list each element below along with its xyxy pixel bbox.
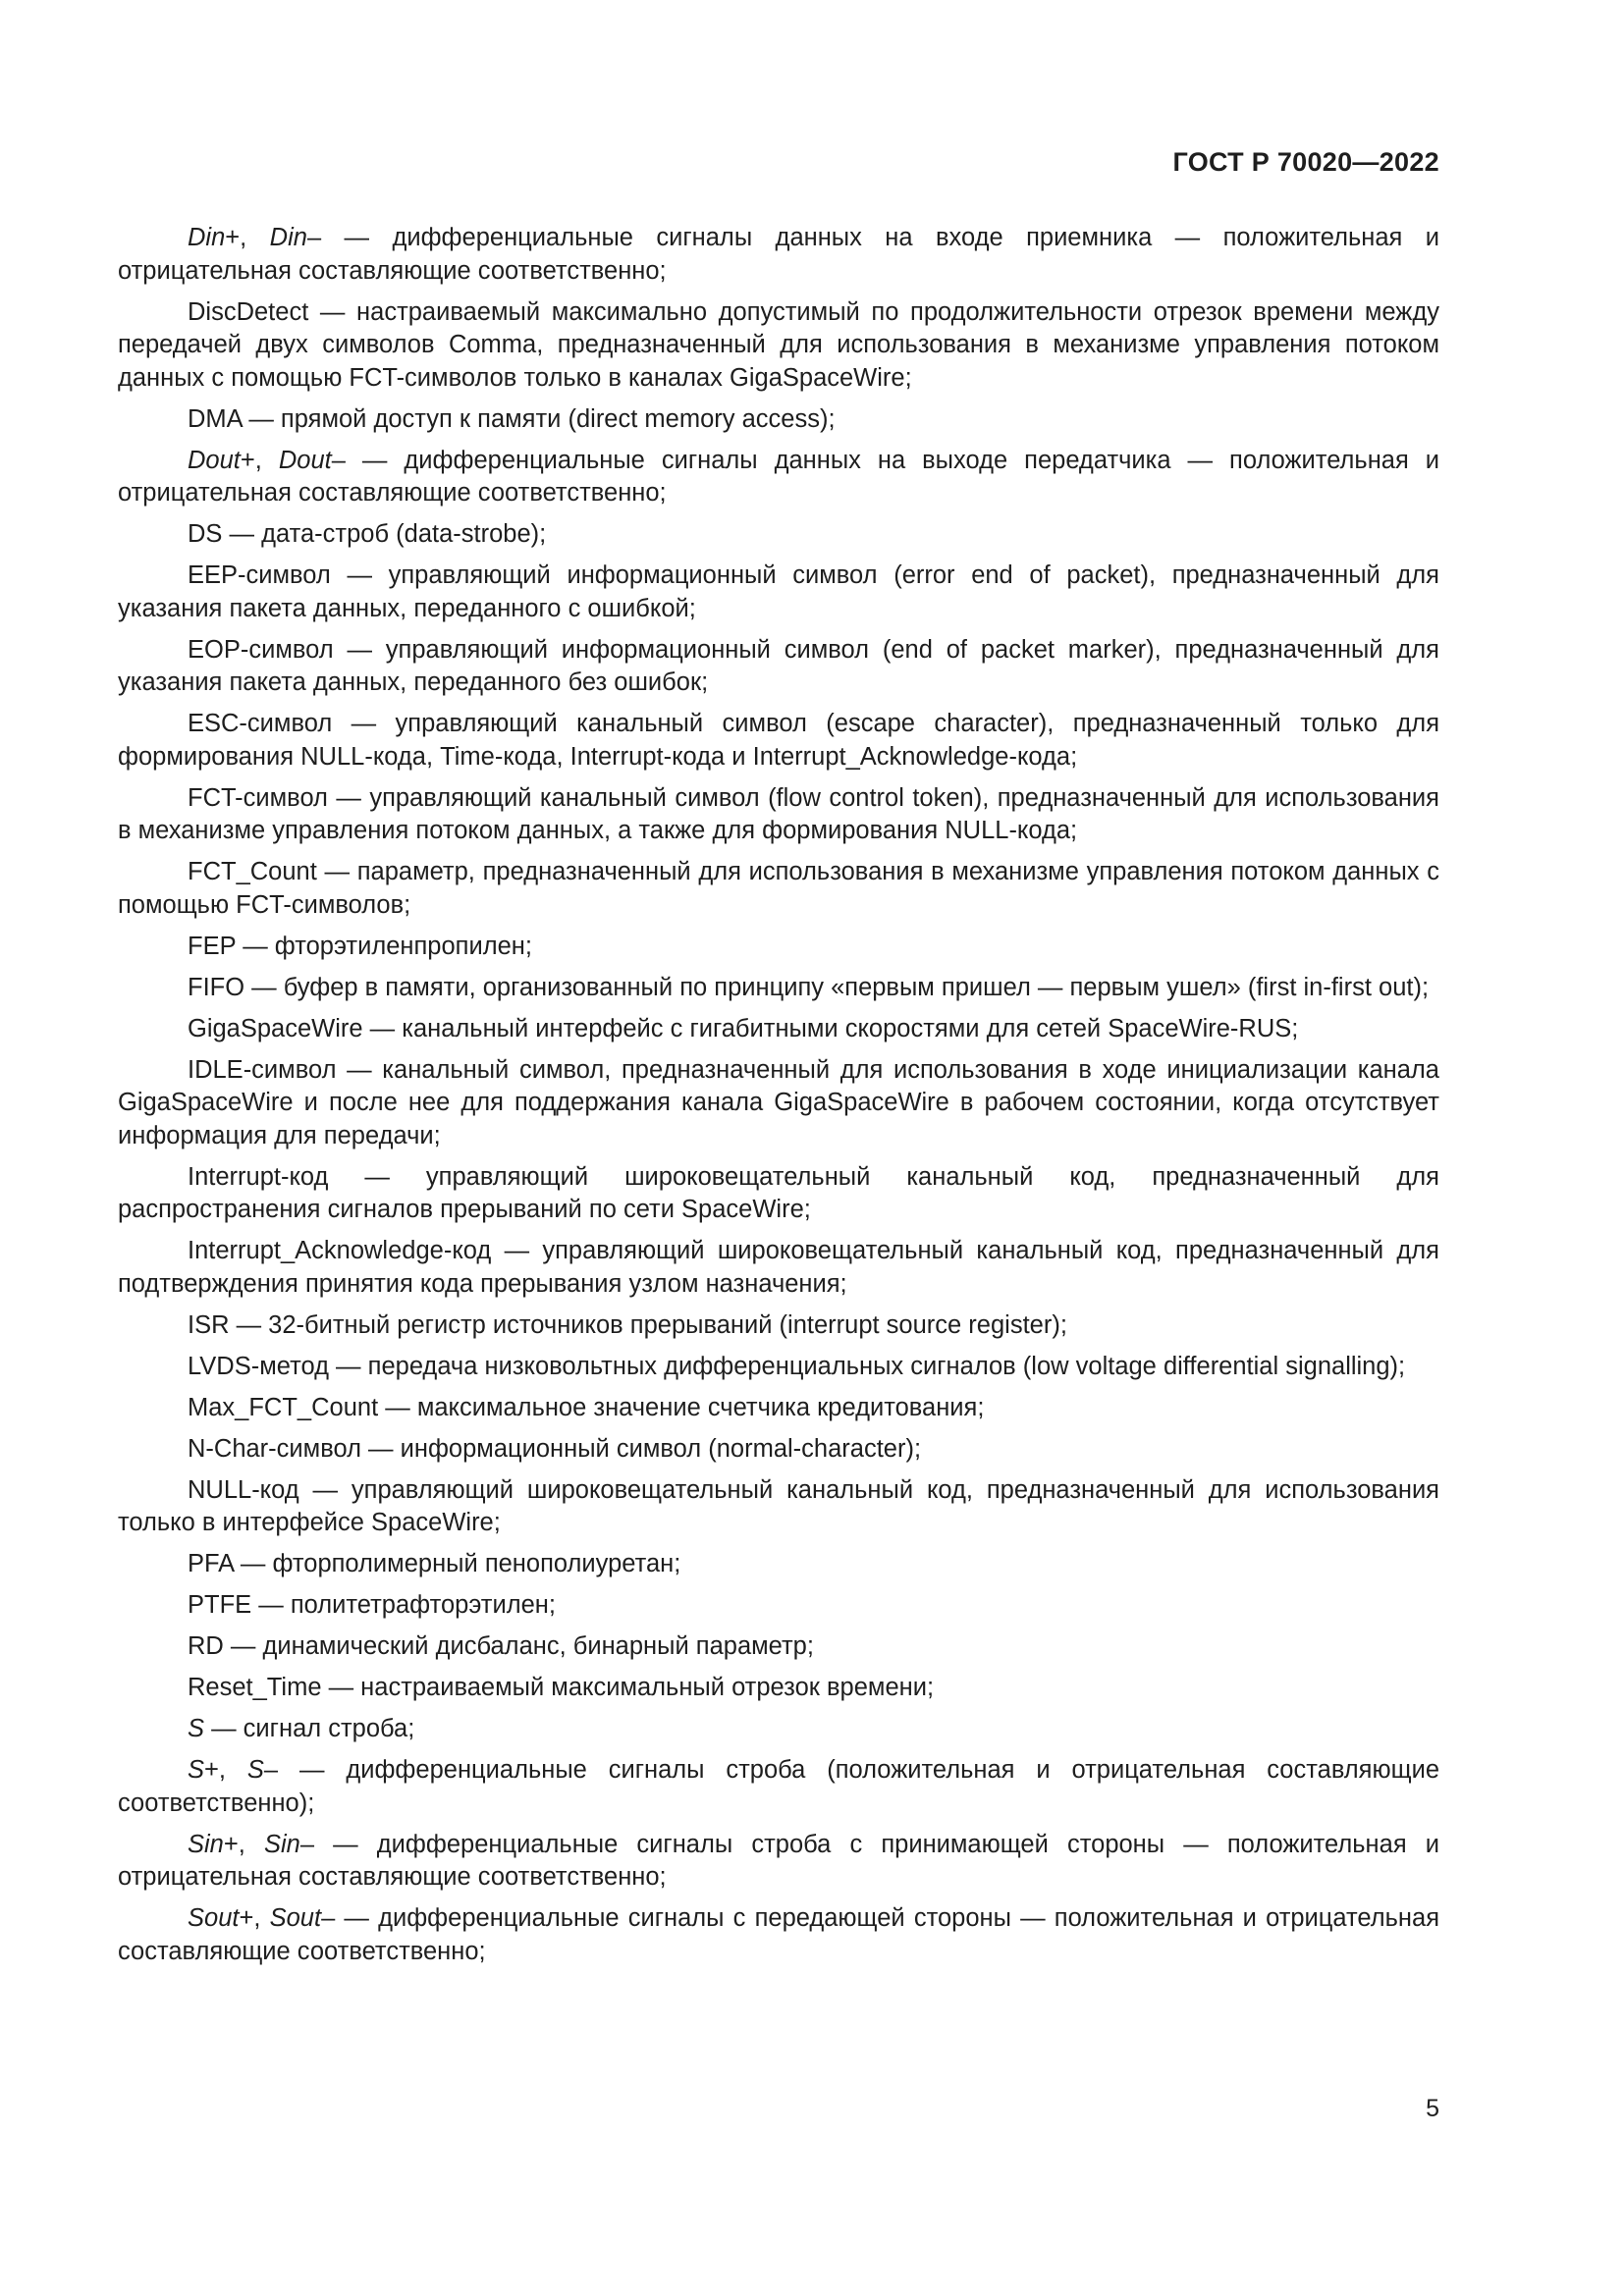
abbreviation-entry: ESC-символ — управляющий канальный символ (escape character), предназначенный только для формирования NULL-кода, Time-кода, Interrupt-кода и Interrupt_Acknowledge-кода;	[118, 710, 1439, 771]
page-number: 5	[1426, 2095, 1439, 2122]
abbreviation-entry: RD — динамический дисбаланс, бинарный параметр;	[188, 1632, 814, 1660]
abbreviation-entry: FCT-символ — управляющий канальный символ (flow control token), предназначенный для использования в механизме управления потоком данных, а также для формирования NULL-кода;	[118, 783, 1439, 844]
abbreviation-entry: DMA — прямой доступ к памяти (direct memory access);	[188, 404, 836, 433]
abbreviation-entry: GigaSpaceWire — канальный интерфейс с гигабитными скоростями для сетей SpaceWire-RUS;	[188, 1014, 1299, 1042]
abbreviation-entry: EOP-символ — управляющий информационный символ (end of packet marker), предназначенный для указания пакета данных, переданного без ошибок;	[118, 635, 1439, 696]
abbreviation-entry: Interrupt-код — управляющий широковещательный канальный код, предназначенный для распространения сигналов прерываний по сети SpaceWire;	[118, 1162, 1439, 1223]
abbreviation-entry: FIFO — буфер в памяти, организованный по принципу «первым пришел — первым ушел» (first in-first out);	[188, 973, 1430, 1001]
abbreviation-entry: PTFE — политетрафторэтилен;	[188, 1591, 556, 1619]
abbreviation-entry: Sout+, Sout– — дифференциальные сигналы с передающей стороны — положительная и отрицательная составляющие соответственно;	[118, 1904, 1439, 1965]
abbreviation-entry: EEP-символ — управляющий информационный символ (error end of packet), предназначенный для указания пакета данных, переданного с ошибкой;	[118, 561, 1439, 622]
abbreviation-entry: IDLE-символ — канальный символ, предназначенный для использования в ходе инициализации канала GigaSpaceWire и после нее для поддержания канала GigaSpaceWire в рабочем состоянии, когда отсутствует информация для передачи;	[118, 1055, 1439, 1149]
abbreviation-entry: Dout+, Dout– — дифференциальные сигналы данных на выходе передатчика — положительная и отрицательная составляющие соответственно;	[118, 446, 1439, 507]
abbreviation-entry: Interrupt_Acknowledge-код — управляющий широковещательный канальный код, предназначенный для подтверждения принятия кода прерывания узлом назначения;	[118, 1237, 1439, 1298]
abbreviation-entry: NULL-код — управляющий широковещательный канальный код, предназначенный для использования только в интерфейсе SpaceWire;	[118, 1475, 1439, 1536]
abbreviation-entry: S — сигнал строба;	[188, 1715, 415, 1742]
abbreviation-entry: Sin+, Sin– — дифференциальные сигналы строба с принимающей стороны — положительная и отрицательная составляющие соответственно;	[118, 1830, 1440, 1891]
abbreviation-entry: Din+, Din– — дифференциальные сигналы данных на входе приемника — положительная и отрицательная составляющие соответственно;	[118, 224, 1440, 285]
abbreviation-entry: Reset_Time — настраиваемый максимальный отрезок времени;	[188, 1674, 935, 1701]
abbreviation-entry: FEP — фторэтиленпропилен;	[188, 932, 532, 960]
abbreviation-entry: DiscDetect — настраиваемый максимально допустимый по продолжительности отрезок времени между передачей двух символов Comma, предназначенный для использования в механизме управления потоком данных с помощью FCT-символов только в каналах GigaSpaceWire;	[118, 297, 1439, 392]
abbreviations-list	[118, 222, 1439, 1977]
abbreviation-entry: Max_FCT_Count — максимальное значение счетчика кредитования;	[188, 1393, 985, 1421]
document-header: ГОСТ Р 70020—2022	[1172, 147, 1439, 177]
abbreviation-entry: ISR — 32-битный регистр источников прерываний (interrupt source register);	[188, 1310, 1067, 1339]
abbreviation-entry: PFA — фторполимерный пенополиуретан;	[188, 1550, 681, 1577]
abbreviation-entry: LVDS-метод — передача низковольтных дифференциальных сигналов (low voltage differential signalling);	[188, 1352, 1406, 1380]
abbreviation-entry: S+, S– — дифференциальные сигналы строба (положительная и отрицательная составляющие соответственно);	[118, 1756, 1439, 1817]
abbreviation-entry: FCT_Count — параметр, предназначенный для использования в механизме управления потоком данных с помощью FCT-символов;	[118, 858, 1439, 919]
abbreviation-entry: DS — дата-строб (data-strobe);	[188, 520, 547, 548]
abbreviation-entry: N-Char-символ — информационный символ (normal-character);	[188, 1434, 922, 1463]
